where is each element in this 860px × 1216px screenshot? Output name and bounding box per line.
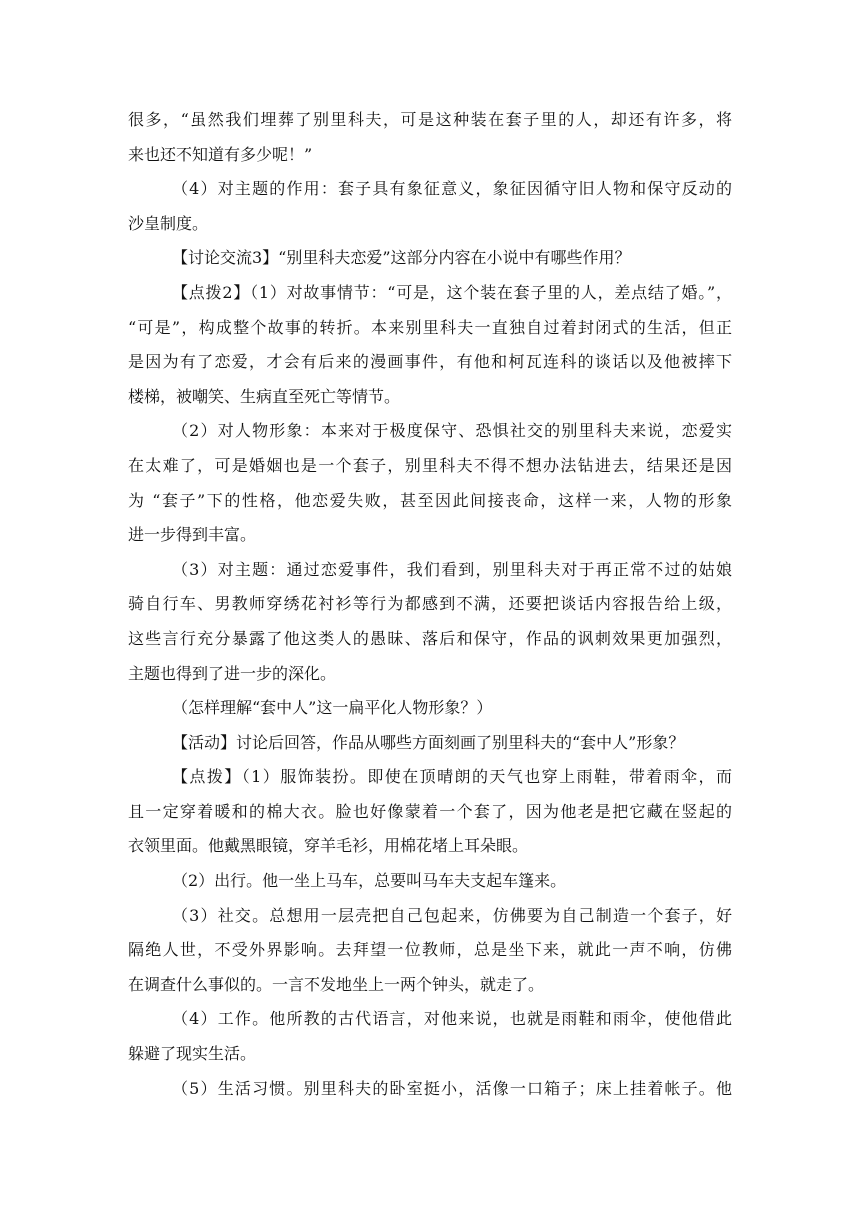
- text-line: 这些言行充分暴露了他这类人的愚昧、落后和保守，作品的讽刺效果更加强烈，: [128, 628, 732, 648]
- text-line: （2）出行。他一坐上马车，总要叫马车夫支起车篷来。: [172, 871, 567, 891]
- text-line: 衣领里面。他戴黑眼镜，穿羊毛衫，用棉花堵上耳朵眼。: [128, 836, 529, 856]
- text-line: （4）工作。他所教的古代语言，对他来说，也就是雨鞋和雨伞，使他借此: [172, 1009, 732, 1029]
- text-line: 且一定穿着暖和的棉大衣。脸也好像蒙着一个套了，因为他老是把它藏在竖起的: [128, 801, 732, 821]
- text-line: 很多，“虽然我们埋葬了别里科夫，可是这种装在套子里的人，却还有许多，将: [128, 110, 732, 129]
- text-line: 躲避了现实生活。: [128, 1044, 257, 1064]
- text-line: 【活动】讨论后回答，作品从哪些方面刻画了别里科夫的“套中人”形象？: [172, 732, 685, 752]
- text-line: 在太难了，可是婚姻也是一个套子，别里科夫不得不想办法钻进去，结果还是因: [128, 455, 732, 475]
- text-line: （怎样理解“套中人”这一扁平化人物形象？）: [172, 698, 493, 718]
- text-line: 是因为有了恋爱，才会有后来的漫画事件，有他和柯瓦连科的谈话以及他被摔下: [128, 352, 732, 372]
- text-line: 骑自行车、男教师穿绣花衬衫等行为都感到不满，还要把谈话内容报告给上级，: [128, 594, 732, 614]
- text-line: （4）对主题的作用：套子具有象征意义，象征因循守旧人物和保守反动的: [172, 179, 732, 199]
- text-line: 楼梯，被嘲笑、生病直至死亡等情节。: [128, 386, 401, 406]
- text-line: “可是”，构成整个故事的转折。本来别里科夫一直独自过着封闭式的生活，但正: [128, 317, 732, 337]
- text-line: 进一步得到丰富。: [128, 525, 257, 545]
- text-line: （3）对主题：通过恋爱事件，我们看到，别里科夫对于再正常不过的姑娘: [172, 559, 732, 579]
- text-line: （3）社交。总想用一层壳把自己包起来，仿佛要为自己制造一个套子，好: [172, 905, 732, 925]
- document-page: [128, 103, 732, 1106]
- text-line: 【点拨2】（1）对故事情节：“可是，这个装在套子里的人，差点结了婚。”，: [172, 282, 732, 302]
- text-line: 【点拨】（1）服饰装扮。即使在顶晴朗的天气也穿上雨鞋，带着雨伞，而: [172, 767, 732, 787]
- text-line: 主题也得到了进一步的深化。: [128, 663, 337, 683]
- text-line: （5）生活习惯。别里科夫的卧室挺小，活像一口箱子；床上挂着帐子。他: [172, 1078, 732, 1098]
- text-line: 隔绝人世，不受外界影响。去拜望一位教师，总是坐下来，就此一声不响，仿佛: [128, 940, 732, 960]
- text-line: 【讨论交流3】“别里科夫恋爱”这部分内容在小说中有哪些作用？: [172, 248, 631, 268]
- text-line: 来也还不知道有多少呢！”: [128, 144, 313, 164]
- text-line: （2）对人物形象：本来对于极度保守、恐惧社交的别里科夫来说，恋爱实: [172, 421, 732, 441]
- text-line: 沙皇制度。: [128, 213, 209, 233]
- text-line: 为 “套子”下的性格，他恋爱失败，甚至因此间接丧命，这样一来，人物的形象: [128, 490, 732, 510]
- text-line: 在调查什么事似的。一言不发地坐上一两个钟头，就走了。: [128, 974, 545, 994]
